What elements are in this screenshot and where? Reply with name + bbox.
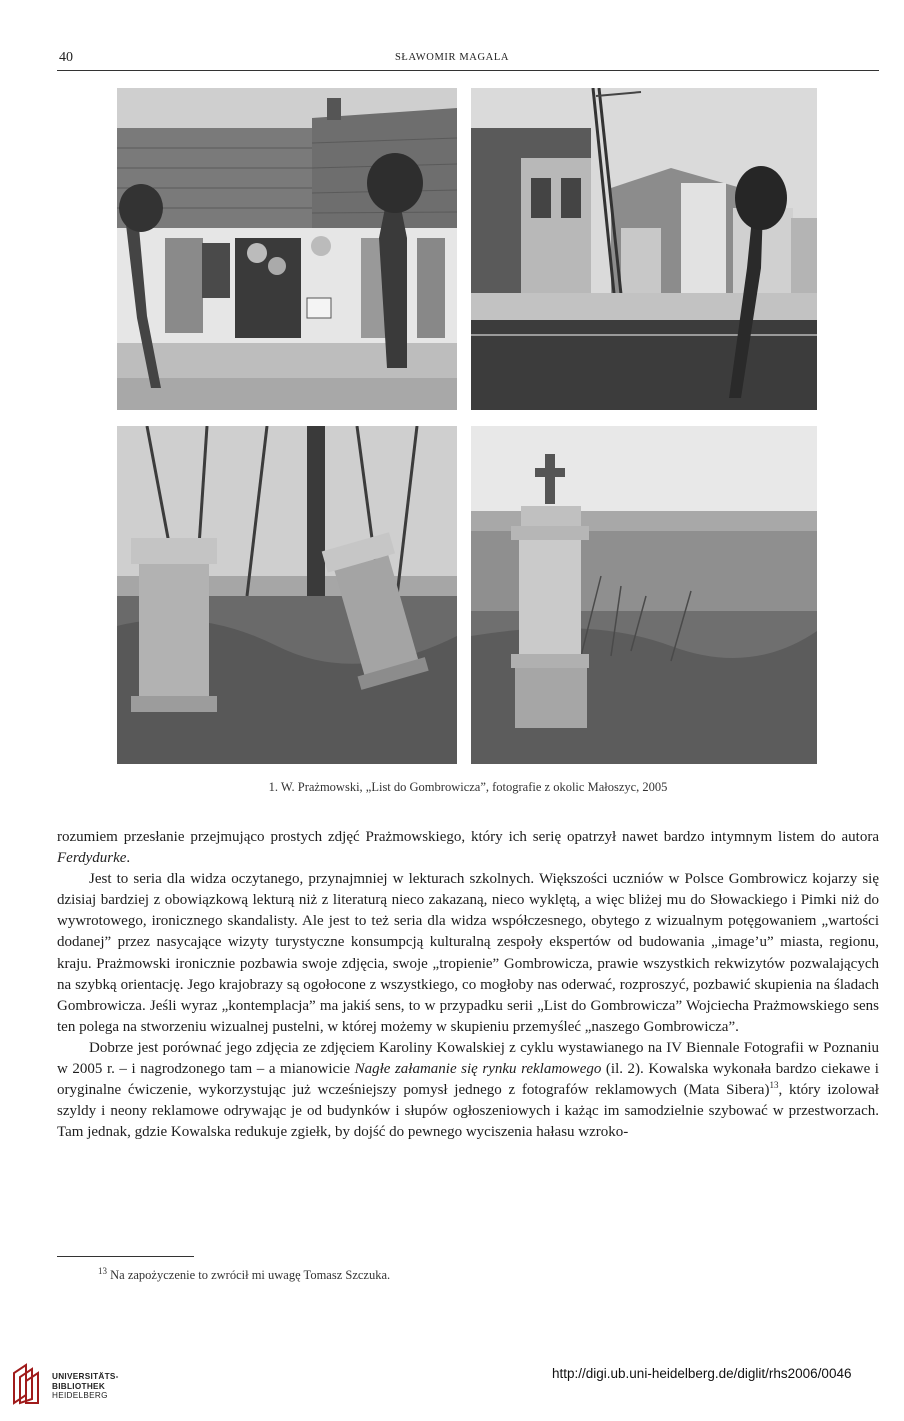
photo-village-house (117, 88, 457, 410)
running-head: SŁAWOMIR MAGALA (394, 52, 510, 63)
work-title: Nagłe załamanie się rynku reklamowego (354, 1061, 602, 1078)
footnote (98, 1265, 391, 1283)
paragraph-2: Jest to seria dla widza oczytanego, przynajmniej w lekturach szkolnych. Większości uczniów w Polsce Gombrowicz kojarzy się dzisiaj bardziej z obowiązkową lekturą niż z literaturą nieco zakazaną, nieco wyklętą, a więc bliżej mu do Słowackiego i Pimki niż do wywrotowego, ironicznego skandalisty. Ale jest to też seria dla widza współczesnego, obytego z wizualnym potęgowaniem „wartości dodanej” przez nasycające wizyty turystyczne konsumpcją kulturalną zespoły ekspertów od budowania „image’u” miasta, regionu, kraju. Prażmowski ironicznie pozbawia swoje zdjęcia, swoje „tropienie” Gombrowicza, prawie wszystkich rekwizytów pozwalających na szybką orientację. Jego krajobrazy są ogołocone z wszystkiego, co mogłoby nas oderwać, rozproszyć, pozbawić skupienia na śladach Gombrowicza. Jeśli wyraz „kontemplacja” ma jakiś sens, to w przypadku serii „List do Gombrowicza” Wojciecha Prażmowskiego sens ten polega na stworzeniu wizualnej pustelni, w której możemy w skupieniu przemyśleć „naszego Gombrowicza”. (57, 871, 879, 1035)
footnote-text: Na zapożyczenie to zwrócił mi uwagę Tomasz Szczuka. (110, 1268, 391, 1282)
body-text (57, 827, 879, 1143)
footnote-number: 13 (98, 1265, 107, 1276)
library-name: UNIVERSITÄTS- BIBLIOTHEK HEIDELBERG (52, 1372, 119, 1401)
photo-tilted-shrines (117, 426, 457, 764)
page-number: 40 (59, 50, 73, 65)
photo-wayside-cross (471, 426, 817, 764)
source-url-link[interactable]: http://digi.ub.uni-heidelberg.de/diglit/rhs2006/0046 (552, 1366, 852, 1381)
header-rule (57, 70, 879, 71)
footnote-rule (57, 1256, 194, 1257)
footnote-ref: 13 (769, 1080, 779, 1091)
paragraph-3: Dobrze jest porównać jego zdjęcia ze zdjęciem Karoliny Kowalskiej z cyklu wystawianego na IV Biennale Fotografii w Poznaniu w 2005 r. – i nagrodzonego tam – a mianowicie Nagłe załamanie się rynku reklamowego (il. 2). Kowalska wykonała bardzo ciekawe i oryginalne ćwiczenie, wykorzystując już wcześniejszy pomysł jednego z fotografów reklamowych (Mata Sibera)$^{13}$, który izolował szyldy i neony reklamowe odrywając je od budynków i słupów ogłoszeniowych i każąc im samodzielnie szybować w przestworzach. Tam jednak, gdzie Kowalska redukuje zgiełk, by dojść do pewnego wyciszenia hałasu wzroko- (57, 1039, 879, 1141)
library-logo-icon (10, 1363, 44, 1405)
photo-street-view (471, 88, 817, 410)
paragraph-1: rozumiem przesłanie przejmująco prostych zdjęć Prażmowskiego, który ich serię opatrzył nawet bardzo intymnym listem do autora Ferdydurke. (57, 829, 879, 867)
book-title: Ferdydurke (57, 850, 127, 867)
figure-caption: 1. W. Prażmowski, „List do Gombrowicza”, fotografie z okolic Małoszyc, 2005 (268, 780, 668, 794)
